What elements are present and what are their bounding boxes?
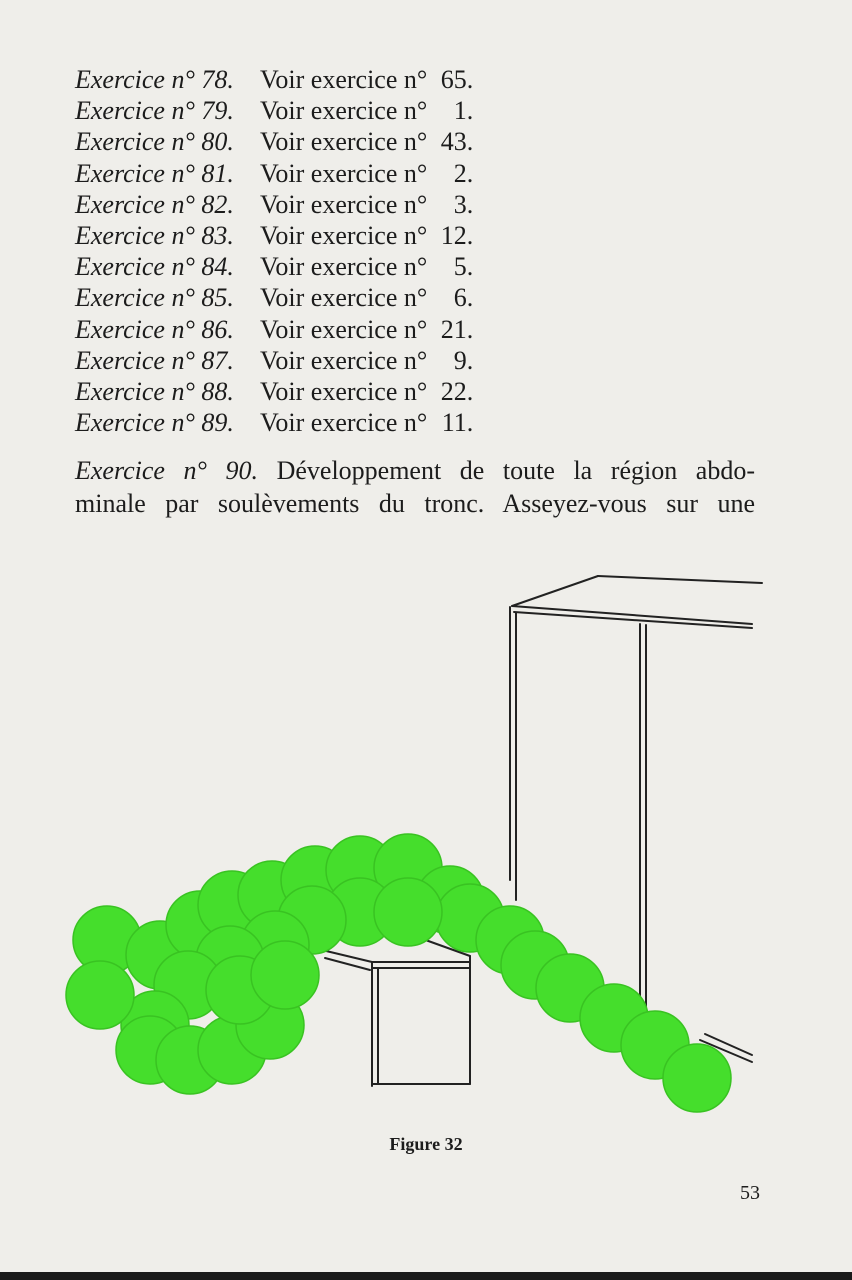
- exercise-label: Exercice n° 80.: [75, 127, 234, 157]
- green-disc: [251, 941, 319, 1009]
- exercise-label: Exercice n° 85.: [75, 283, 234, 313]
- page-edge: [0, 1272, 852, 1280]
- green-disc: [66, 961, 134, 1029]
- paragraph-line-1-text: Développement de toute la région abdo-: [258, 456, 755, 485]
- exercise-reference: Voir exercice n°: [260, 189, 428, 219]
- exercise-reference: Voir exercice n°: [260, 314, 428, 344]
- exercise-row: [75, 189, 473, 220]
- exercise-row: [75, 64, 473, 95]
- bench: [322, 938, 470, 1086]
- exercise-reference: Voir exercice n°: [260, 158, 428, 188]
- exercise-label: Exercice n° 87.: [75, 345, 234, 375]
- exercise-reference-number: 1.: [453, 96, 474, 126]
- exercise-reference: Voir exercice n°: [260, 65, 428, 94]
- exercise-row: [75, 282, 473, 313]
- paragraph-line-2: minale par soulèvements du tronc. Asseyez-vous sur une: [75, 489, 755, 518]
- exercise-row: [75, 126, 473, 157]
- exercise-reference-number: 43.: [440, 127, 474, 157]
- body-disc-group: [66, 834, 731, 1112]
- exercise-reference: Voir exercice n°: [260, 127, 428, 157]
- exercise-reference-number: 65.: [440, 65, 474, 94]
- exercise-label: Exercice n° 78.: [75, 65, 234, 94]
- exercise-reference-number: 22.: [440, 376, 474, 406]
- furniture-line-drawing: [322, 576, 762, 1086]
- exercise-reference: Voir exercice n°: [260, 376, 428, 406]
- exercise-row: [75, 376, 473, 407]
- exercise-label: Exercice n° 86.: [75, 314, 234, 344]
- exercise-row: [75, 407, 473, 438]
- page-number: 53: [740, 1182, 760, 1204]
- green-disc: [374, 878, 442, 946]
- exercise-90-paragraph: [75, 454, 755, 520]
- exercise-reference-number: 12.: [440, 220, 474, 250]
- exercise-label: Exercice n° 89.: [75, 408, 234, 438]
- exercise-reference-number: 5.: [453, 252, 474, 282]
- exercise-row: [75, 345, 473, 376]
- exercise-reference: Voir exercice n°: [260, 345, 428, 375]
- exercise-row: [75, 220, 473, 251]
- exercise-label: Exercice n° 79.: [75, 96, 234, 126]
- exercise-reference-number: 11.: [441, 408, 474, 438]
- green-disc: [663, 1044, 731, 1112]
- exercise-list: [75, 64, 473, 438]
- figure-caption: Figure 32: [389, 1134, 463, 1154]
- exercise-label: Exercice n° 84.: [75, 252, 234, 282]
- exercise-row: [75, 314, 473, 345]
- exercise-reference: Voir exercice n°: [260, 96, 428, 126]
- exercise-reference-number: 21.: [440, 314, 474, 344]
- exercise-90-label: Exercice n° 90.: [75, 456, 259, 485]
- exercise-reference-number: 2.: [453, 158, 474, 188]
- exercise-label: Exercice n° 83.: [75, 220, 234, 250]
- exercise-label: Exercice n° 88.: [75, 376, 234, 406]
- exercise-reference-number: 9.: [453, 345, 474, 375]
- paragraph-line-1: [75, 454, 755, 487]
- exercise-row: [75, 158, 473, 189]
- figure-32-illustration: [0, 560, 852, 1120]
- exercise-reference-number: 6.: [453, 283, 474, 313]
- exercise-label: Exercice n° 82.: [75, 189, 234, 219]
- exercise-row: [75, 95, 473, 126]
- exercise-row: [75, 251, 473, 282]
- exercise-reference: Voir exercice n°: [260, 252, 428, 282]
- exercise-reference: Voir exercice n°: [260, 220, 428, 250]
- exercise-reference-number: 3.: [453, 189, 474, 219]
- exercise-label: Exercice n° 81.: [75, 158, 234, 188]
- exercise-reference: Voir exercice n°: [260, 408, 428, 438]
- exercise-reference: Voir exercice n°: [260, 283, 428, 313]
